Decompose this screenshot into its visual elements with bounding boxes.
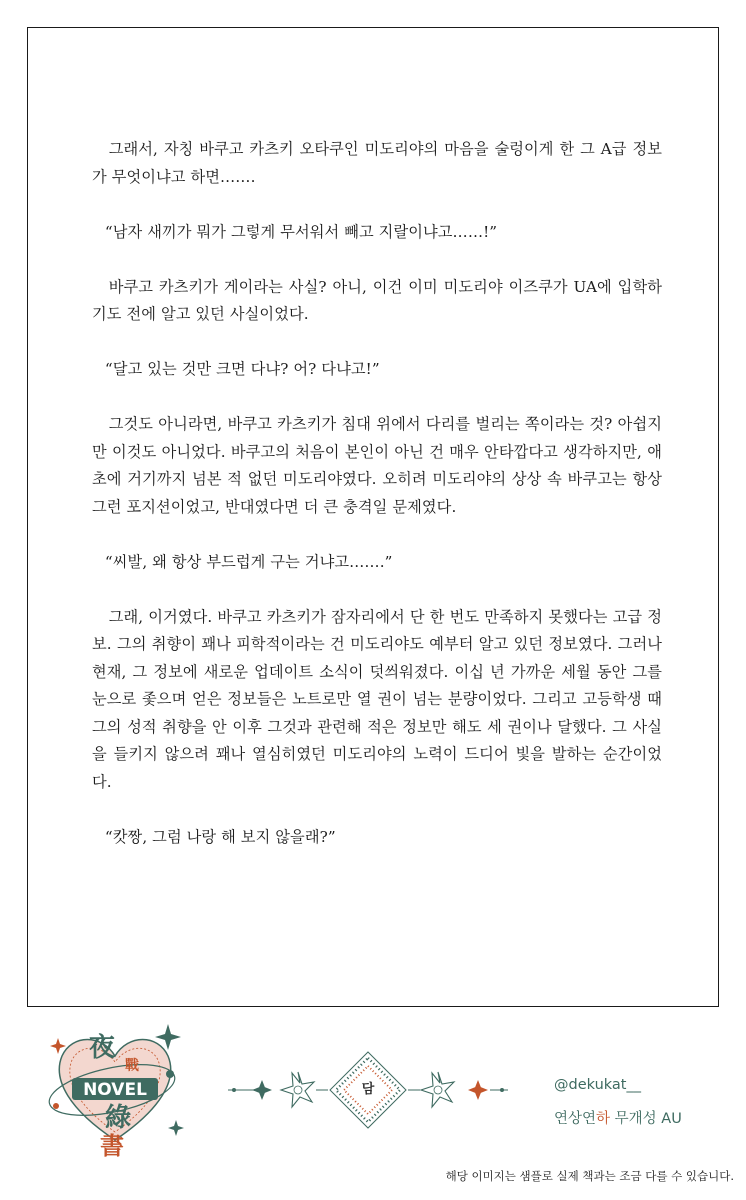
dialogue-2: “달고 있는 것만 크면 다냐? 어? 다냐고!”: [104, 360, 380, 378]
sample-disclaimer: 해당 이미지는 샘플로 실제 책과는 조금 다를 수 있습니다.: [445, 1169, 734, 1183]
star-icon: [468, 1080, 488, 1100]
star-icon: [252, 1080, 272, 1100]
paragraph-1: 그래서, 자칭 바쿠고 카츠키 오타쿠인 미도리야의 마음을 술렁이게 한 그 A급 정보가 무엇이냐고 하면…….: [92, 140, 662, 186]
logo-novel-text: NOVEL: [83, 1080, 147, 1100]
dialogue-1: “남자 새끼가 뭐가 그렇게 무서워서 빼고 지랄이냐고……!”: [104, 222, 498, 241]
logo-char-small: 戰: [125, 1058, 139, 1074]
subtitle-part-2: 무개성 AU: [610, 1111, 682, 1127]
paragraph-3: 그것도 아니라면, 바쿠고 카츠키가 침대 위에서 다리를 벌리는 쪽이라는 것? 아쉽지만 이것도 아니었다. 바쿠고의 처음이 본인이 아닌 건 매우 안타깝다고 생각하지만, 애초에 거기까지 넘본 적 없던 미도리야였다. 오히려 미도리야의 상상 속 바쿠고는 항상 그런 포지션이었고, 반대였다면 더 큰 충격일 문제였다.: [92, 415, 662, 516]
book-subtitle: [554, 1107, 682, 1128]
sparkle-icon: [168, 1120, 184, 1136]
logo-char-3: 書: [100, 1131, 124, 1160]
ornament-label: 담: [361, 1082, 375, 1097]
author-handle: @dekukat__: [554, 1077, 641, 1093]
novel-text: [92, 136, 662, 879]
starburst-icon: [421, 1072, 454, 1107]
dialogue-4: “캇짱, 그럼 나랑 해 보지 않을래?”: [104, 827, 336, 846]
logo-char-1: 夜: [88, 1033, 116, 1063]
paragraph-4: 그래, 이거였다. 바쿠고 카츠키가 잠자리에서 단 한 번도 만족하지 못했다는 고급 정보. 그의 취향이 꽤나 피학적이라는 건 미도리야도 예부터 알고 있던 정보였다. 그러나 현재, 그 정보에 새로운 업데이트 소식이 덧씌워졌다. 이십 년 가까운 세월 동안 그를 눈으로 좇으며 얻은 정보들은 노트로만 열 권이 넘는 분량이었다. 그리고 고등학생 때 그의 성적 취향을 안 이후 그것과 관련해 적은 정보만 해도 세 권이나 달했다. 그 사실을 들키지 않으려 꽤나 열심히였던 미도리야의 노력이 드디어 빛을 발하는 순간이었다.: [92, 607, 662, 791]
novel-logo: [40, 1010, 190, 1162]
subtitle-part-1: 연상연: [554, 1111, 597, 1127]
paragraph-2: 바쿠고 카츠키가 게이라는 사실? 아니, 이건 이미 미도리야 이즈쿠가 UA에 입학하기도 전에 알고 있던 사실이었다.: [92, 277, 662, 323]
dialogue-3: “씨발, 왜 항상 부드럽게 구는 거냐고…….”: [104, 552, 393, 571]
starburst-icon: [281, 1072, 314, 1107]
logo-char-2: 綠: [104, 1103, 132, 1133]
subtitle-accent: 하: [596, 1111, 611, 1127]
